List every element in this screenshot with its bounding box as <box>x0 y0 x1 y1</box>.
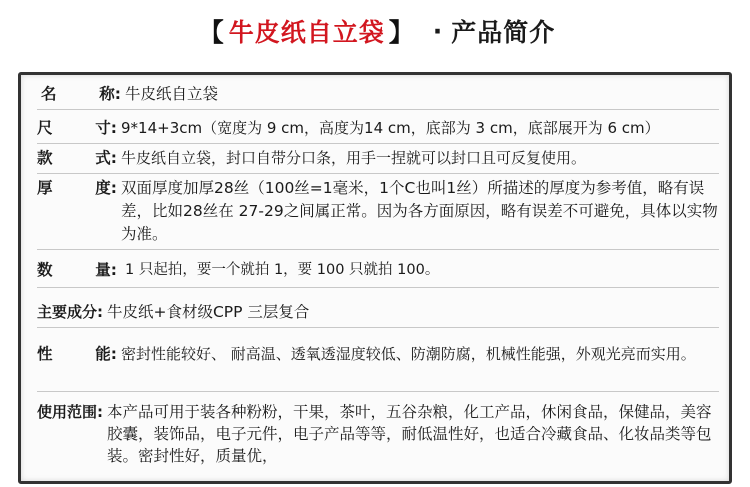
spec-value: 9*14+3cm（宽度为 9 cm，高度为14 cm，底部为 3 cm，底部展开为 6 cm） <box>121 119 660 137</box>
spec-row-quantity <box>37 253 719 288</box>
spec-row-material <box>37 301 719 328</box>
spec-row-size <box>37 117 719 144</box>
spec-row-name <box>37 83 719 110</box>
spec-label: 厚 度: <box>37 179 117 197</box>
spec-label: 性 能: <box>37 345 117 363</box>
spec-value: 牛皮纸自立袋，封口自带分口条，用手一捏就可以封口且可反复使用。 <box>121 149 587 167</box>
spec-label: 名 称: <box>41 85 121 103</box>
separator-dot: · <box>432 16 444 46</box>
spec-label: 尺 寸: <box>37 119 117 137</box>
spec-row-usage <box>37 401 719 467</box>
spec-value: 双面厚度加厚28丝（100丝=1毫米，1个C也叫1丝）所描述的厚度为参考值，略有误差，比如28丝在 27-29之间属正常。因为各方面原因，略有误差不可避免，具体以实物为准。 <box>121 179 718 243</box>
spec-row-performance <box>37 343 719 392</box>
spec-value: 1 只起拍，要一个就拍 1，要 100 只就拍 100。 <box>125 262 440 278</box>
spec-value: 密封性能较好、 耐高温、透氧透湿度较低、防潮防腐，机械性能强，外观光亮而实用。 <box>121 345 696 363</box>
bracket-left: 【 <box>198 18 225 47</box>
spec-row-style <box>37 147 719 174</box>
spec-value: 牛皮纸+食材级CPP 三层复合 <box>107 303 310 321</box>
spec-label: 主要成分: <box>37 303 103 321</box>
product-name-title: 牛皮纸自立袋 <box>228 18 385 47</box>
spec-label: 使用范围: <box>37 403 103 421</box>
spec-label: 款 式: <box>37 149 117 167</box>
spec-row-thickness <box>37 177 719 250</box>
section-title: 产品简介 <box>451 18 556 47</box>
page-header <box>0 0 750 62</box>
spec-value: 牛皮纸自立袋 <box>125 85 219 103</box>
spec-label: 数 量: <box>37 261 117 279</box>
spec-value: 本产品可用于装各种粉粉，干果，茶叶，五谷杂粮，化工产品，休闲食品，保健品，美容胶囊，装饰品，电子元件，电子产品等等，耐低温性好，也适合冷藏食品、化妆品类等包装。密封性好，质量优， <box>107 403 712 465</box>
bracket-right: 】 <box>388 18 415 47</box>
spec-table <box>18 72 732 484</box>
